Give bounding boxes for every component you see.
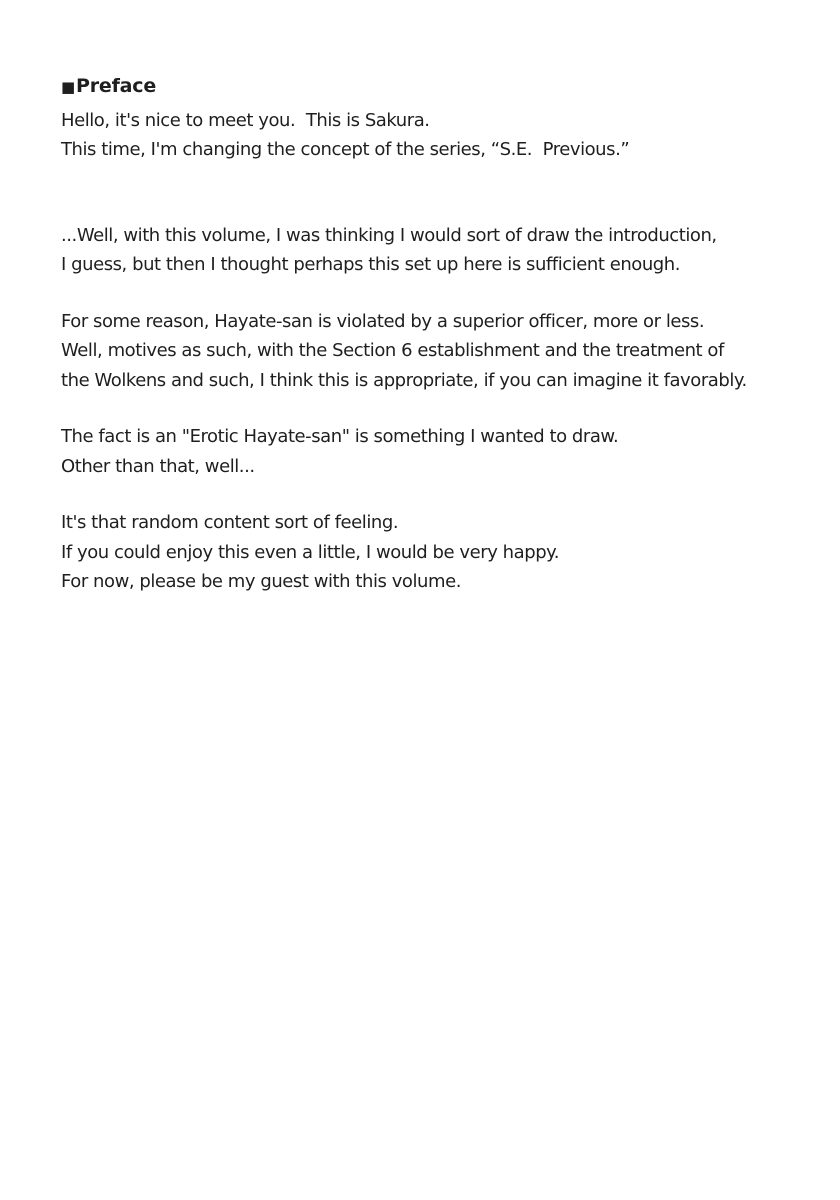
text-line: Other than that, well... — [61, 455, 255, 477]
text-line: Well, motives as such, with the Section 6 establishment and the treatment of — [61, 340, 724, 361]
paragraph-closing — [61, 508, 801, 597]
page-title: Preface — [75, 75, 157, 97]
text-line: The fact is an "Erotic Hayate-san" is something I wanted to draw. — [61, 426, 619, 447]
paragraph-introduction — [61, 221, 801, 280]
paragraph-motivation — [61, 422, 801, 481]
paragraph-greeting — [61, 106, 801, 165]
preface-heading — [61, 72, 801, 103]
text-line: I guess, but then I thought perhaps this set up here is sufficient enough. — [61, 254, 681, 275]
text-line: ...Well, with this volume, I was thinking I would sort of draw the introduction, — [61, 224, 717, 246]
text-line: For now, please be my guest with this volume. — [61, 571, 461, 592]
text-line: Hello, it's nice to meet you. This is Sakura. — [61, 109, 430, 131]
text-line: It's that random content sort of feeling. — [61, 512, 399, 533]
square-bullet-icon: ■ — [61, 78, 75, 96]
text-line: For some reason, Hayate-san is violated by a superior officer, more or less. — [61, 310, 705, 332]
text-line: the Wolkens and such, I think this is appropriate, if you can imagine it favorably. — [61, 369, 747, 391]
preface-content — [61, 72, 801, 624]
text-line: If you could enjoy this even a little, I would be very happy. — [61, 541, 560, 563]
text-line: This time, I'm changing the concept of the series, “S.E. Previous.” — [61, 139, 630, 160]
paragraph-premise — [61, 307, 801, 396]
